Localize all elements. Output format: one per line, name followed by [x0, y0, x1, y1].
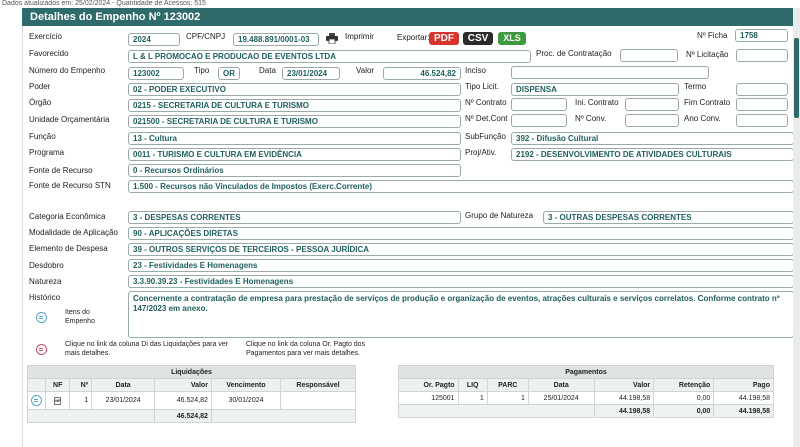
pagamentos-caption: Pagamentos — [399, 366, 774, 379]
details-panel — [22, 26, 793, 447]
label-proc: Proc. de Contratação — [536, 49, 612, 58]
field-inicontrato — [625, 98, 679, 111]
field-natureza: 3.3.90.39.23 - Festividades E Homenagens — [128, 275, 794, 288]
pagamentos-note: Clique no link da coluna Or. Pagto dos Pagamentos para ver mais detalhes. — [246, 341, 366, 357]
field-tipo: OR — [218, 67, 240, 80]
col-n: Nº — [70, 379, 92, 392]
liquidacoes-table — [27, 365, 356, 423]
field-valor: 46.524,82 — [383, 67, 461, 80]
pagamentos-total-row: 44.198,58 0,00 44.198,58 — [399, 405, 774, 418]
field-inciso — [511, 66, 709, 79]
field-proc — [620, 49, 678, 62]
label-unidade: Unidade Orçamentária — [29, 115, 110, 124]
page-scrollbar[interactable] — [793, 8, 800, 447]
table-row: 125001 1 1 25/01/2024 44.198,58 0,00 44.198,58 — [399, 392, 774, 405]
export-xls-button[interactable]: XLS — [498, 32, 526, 45]
label-elemento: Elemento de Despesa — [29, 244, 108, 253]
field-unidade: 021500 - SECRETARIA DE CULTURA E TURISMO — [128, 115, 461, 128]
col-responsavel: Responsável — [281, 379, 356, 392]
label-projativ: Proj/Ativ. — [465, 148, 497, 157]
label-poder: Poder — [29, 82, 51, 91]
pagamentos-table — [398, 365, 774, 418]
label-modalidade: Modalidade de Aplicação — [29, 228, 118, 237]
field-grupo: 3 - OUTRAS DESPESAS CORRENTES — [543, 211, 794, 224]
label-desdobro: Desdobro — [29, 261, 64, 270]
liquidacoes-total-row: 46.524,82 — [28, 410, 356, 423]
field-anoconv — [736, 114, 788, 127]
label-fonte: Fonte de Recurso — [29, 166, 93, 175]
field-nficha: 1758 — [735, 29, 788, 42]
field-subfuncao: 392 - Difusão Cultural — [511, 132, 794, 145]
label-anoconv: Ano Conv. — [684, 114, 721, 123]
label-cpf: CPF/CNPJ — [186, 32, 226, 41]
field-projativ: 2192 - DESENVOLVIMENTO DE ATIVIDADES CULTURAIS — [511, 148, 794, 161]
col-or-pagto: Or. Pagto — [399, 379, 459, 392]
field-favorecido: L & L PROMOCAO E PRODUCAO DE EVENTOS LTDA — [128, 50, 531, 63]
field-ncontrato — [511, 98, 567, 111]
field-tipolicit: DISPENSA — [511, 83, 679, 96]
printer-icon[interactable] — [326, 33, 338, 44]
col-liq: LIQ — [458, 379, 487, 392]
label-inicontrato: Ini. Contrato — [575, 98, 619, 107]
field-ndetcont — [511, 114, 567, 127]
label-valor: Valor — [356, 66, 375, 75]
label-nconv: Nº Conv. — [575, 114, 607, 123]
label-data: Data — [259, 66, 276, 75]
field-categoria: 3 - DESPESAS CORRENTES — [128, 211, 461, 224]
col-nf: NF — [46, 379, 70, 392]
label-categoria: Categoria Econômica — [29, 212, 106, 221]
col-valor: Valor — [594, 379, 654, 392]
page-title: Detalhes do Empenho Nº 123002 — [22, 8, 793, 26]
field-numero: 123002 — [128, 67, 184, 80]
field-desdobro: 23 - Festividades E Homenagens — [128, 259, 794, 272]
label-tipolicit: Tipo Licit. — [465, 82, 499, 91]
col-data: Data — [528, 379, 594, 392]
field-nlicitacao — [736, 49, 788, 62]
table-row: NF 1 23/01/2024 46.524,82 30/01/2024 — [28, 392, 356, 410]
or-pagto-link[interactable]: 125001 — [399, 392, 459, 405]
itens-link[interactable]: Itens do Empenho — [65, 309, 95, 325]
field-poder: 02 - PODER EXECUTIVO — [128, 83, 461, 96]
field-exercicio: 2024 — [128, 33, 180, 46]
label-inciso: Inciso — [465, 66, 486, 75]
label-funcao: Função — [29, 132, 56, 141]
field-fimcontrato — [736, 98, 788, 111]
label-orgao: Órgão — [29, 98, 52, 107]
scrollbar-thumb[interactable] — [794, 38, 799, 118]
label-exercicio: Exercício — [29, 32, 62, 41]
field-fonte: 0 - Recursos Ordinários — [128, 164, 461, 177]
liquidacoes-info-icon — [36, 344, 47, 355]
field-elemento: 39 - OUTROS SERVIÇOS DE TERCEIROS - PESSOA JURÍDICA — [128, 243, 794, 256]
label-grupo: Grupo de Natureza — [465, 211, 534, 220]
field-data: 23/01/2024 — [282, 67, 340, 80]
label-nlicitacao: Nº Licitação — [686, 50, 729, 59]
label-tipo: Tipo — [194, 66, 210, 75]
col-valor: Valor — [154, 379, 211, 392]
label-numero: Número do Empenho — [29, 66, 106, 75]
col-parc: PARC — [487, 379, 528, 392]
col-data: Data — [92, 379, 155, 392]
field-programa: 0011 - TURISMO E CULTURA EM EVIDÊNCIA — [128, 148, 461, 161]
col-pago: Pago — [714, 379, 774, 392]
label-exportar: Exportar: — [397, 33, 430, 42]
field-funcao: 13 - Cultura — [128, 132, 461, 145]
label-ncontrato: Nº Contrato — [465, 98, 507, 107]
field-cpf: 19.488.891/0001-03 — [233, 33, 319, 46]
nf-document-icon[interactable]: NF — [55, 397, 61, 403]
export-csv-button[interactable]: CSV — [463, 32, 493, 45]
field-nconv — [625, 114, 679, 127]
col-vencimento: Vencimento — [211, 379, 280, 392]
liquidacoes-note: Clique no link da coluna Di das Liquidações para ver mais detalhes. — [65, 341, 229, 357]
label-ndetcont: Nº Det.Cont — [465, 114, 508, 123]
label-fimcontrato: Fim Contrato — [684, 98, 731, 107]
label-termo: Termo — [684, 82, 707, 91]
export-pdf-button[interactable]: PDF — [429, 32, 459, 45]
label-programa: Programa — [29, 148, 65, 157]
field-fontestn: 1.500 - Recursos não Vinculados de Impostos (Exerc.Corrente) — [128, 180, 794, 193]
print-link[interactable]: Imprimir — [345, 32, 374, 41]
field-modalidade: 90 - APLICAÇÕES DIRETAS — [128, 227, 794, 240]
itens-icon[interactable] — [36, 312, 47, 323]
col-retencao: Retenção — [654, 379, 714, 392]
liquidacoes-caption: Liquidações — [28, 366, 356, 379]
label-historico: Histórico — [29, 293, 61, 302]
label-subfuncao: SubFunção — [465, 132, 506, 141]
field-termo — [736, 83, 788, 96]
label-favorecido: Favorecido — [29, 49, 69, 58]
label-fontestn: Fonte de Recurso STN — [29, 181, 111, 190]
field-orgao: 0215 - SECRETARIA DE CULTURA E TURISMO — [128, 99, 461, 112]
update-note: Dados atualizados em: 25/02/2024 - Quantidade de Acessos: 515 — [2, 0, 206, 7]
label-nficha: Nº Ficha — [697, 31, 728, 40]
label-natureza: Natureza — [29, 277, 62, 286]
field-historico: Concernente a contratação de empresa para prestação de serviços de produção e organização de eventos, atrações culturais e serviços correlatos. Conforme contrato nº 147/2023 em anexo. — [128, 291, 794, 338]
liquidacao-detail-icon[interactable] — [31, 395, 42, 406]
